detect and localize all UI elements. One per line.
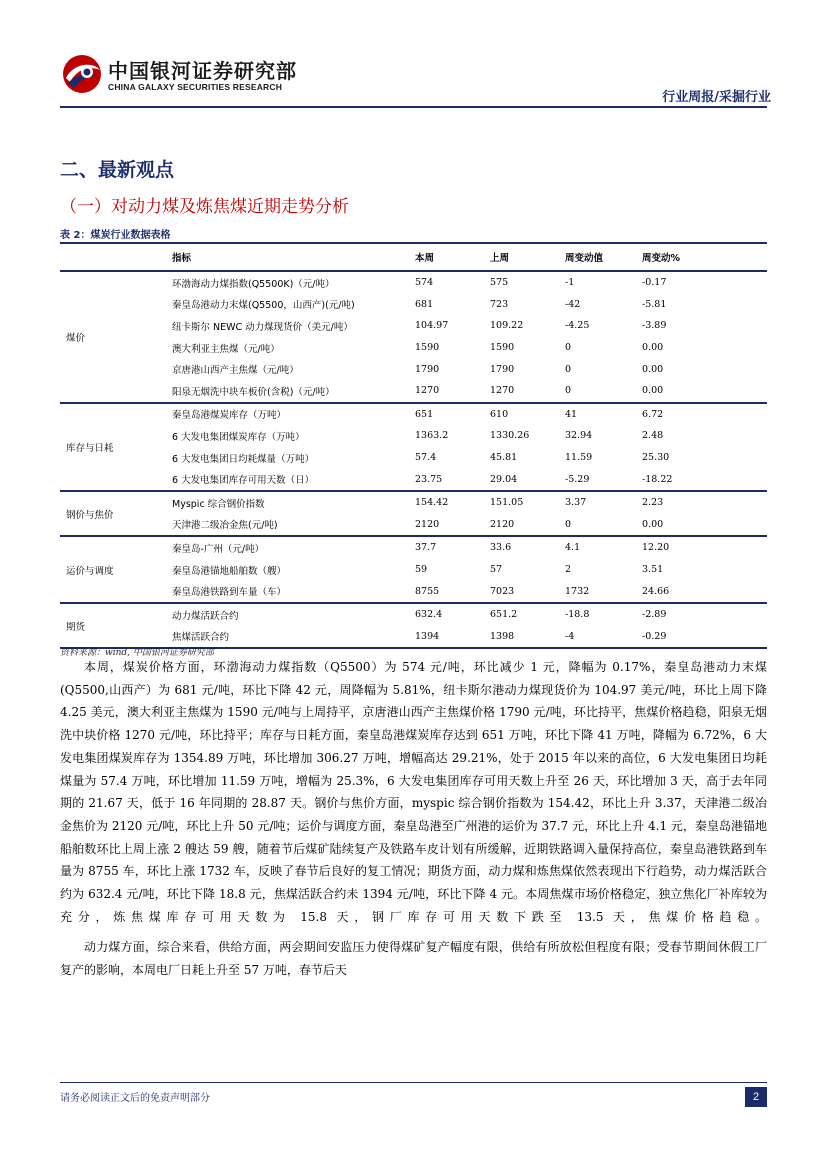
value-cell: 574 bbox=[415, 277, 434, 289]
value-cell: 1732 bbox=[565, 580, 642, 603]
value-cell: -5.81 bbox=[642, 298, 667, 310]
value-cell: 25.30 bbox=[642, 452, 670, 464]
value-cell: -42 bbox=[565, 298, 581, 310]
value-cell: 2.48 bbox=[642, 430, 664, 442]
value-cell: 651.2 bbox=[490, 609, 518, 621]
value-cell: 3.37 bbox=[565, 497, 587, 509]
value-cell: 57 bbox=[490, 564, 503, 576]
table-row bbox=[60, 491, 767, 514]
value-cell: 7023 bbox=[490, 580, 565, 603]
disclaimer-note: 请务必阅读正文后的免责声明部分 bbox=[60, 1093, 210, 1104]
table-row bbox=[60, 536, 767, 559]
table-row bbox=[60, 403, 767, 426]
value-cell: 0.00 bbox=[642, 342, 664, 354]
value-cell: 1590 bbox=[415, 342, 440, 354]
value-cell: 57.4 bbox=[415, 452, 437, 464]
header-category bbox=[60, 243, 172, 271]
page-number: 2 bbox=[745, 1087, 767, 1107]
value-cell: 651 bbox=[415, 408, 434, 420]
value-cell: -0.17 bbox=[642, 277, 667, 289]
value-cell: 41 bbox=[565, 408, 578, 420]
table-row bbox=[60, 603, 767, 626]
indicator-cell: 秦皇岛港煤炭库存（万吨） bbox=[172, 410, 287, 422]
value-cell: 32.94 bbox=[565, 430, 593, 442]
value-cell: 0.00 bbox=[642, 363, 664, 375]
report-type: 行业周报/采掘行业 bbox=[662, 90, 771, 105]
category-cell: 库存与日耗 bbox=[60, 403, 172, 491]
value-cell: 33.6 bbox=[490, 542, 512, 554]
value-cell: -5.29 bbox=[565, 468, 642, 491]
paragraph-1: 本周，煤炭价格方面，环渤海动力煤指数（Q5500）为 574 元/吨，环比减少 1 元，降幅为 0.17%，秦皇岛港动力末煤(Q5500,山西产）为 681 元/吨，环比下降 42 元，周降幅为 5.81%，纽卡斯尔港动力煤现货价为 104.97 美元/吨，环比上周下降 4.25 美元，澳大利亚主焦煤为 1590 元/吨与上周持平，京唐港山西产主焦煤价格 1790 元/吨，环比持平，焦煤价格趋稳，阳泉无烟洗中块价格 1270 元/吨，环比持平；库存与日耗方面，秦皇岛港煤炭库存达到 651 万吨，环比下降 41 万吨，降幅为 6.72%，6 大发电集团煤炭库存为 1354.89 万吨，环比增加 306.27 万吨，增幅高达 29.21%，处于 2015 年以来的高位，6 大发电集团日均耗煤量为 57.4 万吨，环比增加 11.59 万吨，增幅为 25.3%，6 大发电集团库存可用天数上升至 26 天，环比增加 3 天，高于去年同期的 21.67 天，低于 16 年同期的 28.87 天。钢价与焦价方面，myspic 综合钢价指数为 154.42，环比上升 3.37，天津港二级冶金焦价为 2120 元/吨，环比上升 50 元/吨；运价与调度方面，秦皇岛港至广州港的运价为 37.7 元，环比上升 4.1 元，秦皇岛港锚地船舶数环比上周上涨 2 艘达 59 艘，随着节后煤矿陆续复产及铁路车皮计划有所缓解，近期铁路调入量保持高位，秦皇岛港铁路到车量为 8755 车，环比上涨 1732 车，反映了春节后良好的复工情况；期货方面，动力煤和炼焦煤依然表现出下行趋势，动力煤活跃合约为 632.4 元/吨，环比下降 18.8 元，焦煤活跃合约未 1394 元/吨，环比下降 4 元。本周焦煤市场价格稳定，独立焦化厂补库较为充分，炼焦煤库存可用天数为 15.8 天，钢厂库存可用天数下跌至 13.5 天，焦煤价格趋稳。 bbox=[60, 660, 767, 924]
value-cell: 109.22 bbox=[490, 320, 524, 332]
value-cell: 632.4 bbox=[415, 609, 443, 621]
indicator-cell: 秦皇岛港铁路到车量（车） bbox=[172, 580, 415, 603]
value-cell: -4.25 bbox=[565, 320, 590, 332]
value-cell: -0.29 bbox=[642, 626, 767, 649]
value-cell: 29.04 bbox=[490, 468, 565, 491]
value-cell: 37.7 bbox=[415, 542, 437, 554]
table-header-row bbox=[60, 243, 767, 271]
value-cell: 0.00 bbox=[642, 380, 767, 403]
value-cell: 1270 bbox=[490, 380, 565, 403]
indicator-cell: 环渤海动力煤指数(Q5500K)（元/吨） bbox=[172, 278, 335, 290]
galaxy-logo-icon bbox=[60, 52, 104, 96]
value-cell: 0 bbox=[565, 363, 572, 375]
value-cell: 1790 bbox=[415, 363, 440, 375]
value-cell: 2120 bbox=[490, 514, 565, 537]
value-cell: 2 bbox=[565, 564, 572, 576]
value-cell: 151.05 bbox=[490, 497, 524, 509]
body-text bbox=[60, 656, 767, 982]
value-cell: 2120 bbox=[415, 514, 490, 537]
indicator-cell: 焦煤活跃合约 bbox=[172, 626, 415, 649]
value-cell: 12.20 bbox=[642, 542, 670, 554]
indicator-cell: Myspic 综合钢价指数 bbox=[172, 498, 265, 510]
header-divider bbox=[60, 106, 767, 108]
value-cell: 575 bbox=[490, 277, 509, 289]
brand-name-cn: 中国银河证券研究部 bbox=[108, 59, 297, 83]
category-cell: 期货 bbox=[60, 603, 172, 648]
indicator-cell: 动力煤活跃合约 bbox=[172, 610, 239, 622]
paragraph-2: 动力煤方面，综合来看，供给方面，两会期间安监压力使得煤矿复产幅度有限，供给有所放松但程度有限；受春节期间休假工厂复产的影响，本周电厂日耗上升至 57 万吨，春节后天 bbox=[60, 940, 767, 978]
indicator-cell: 秦皇岛港锚地船舶数（艘） bbox=[172, 565, 287, 577]
value-cell: 1330.26 bbox=[490, 430, 530, 442]
value-cell: -3.89 bbox=[642, 320, 667, 332]
header-last-week: 上周 bbox=[490, 243, 565, 271]
value-cell: 154.42 bbox=[415, 497, 449, 509]
value-cell: 1590 bbox=[490, 342, 515, 354]
indicator-cell: 6 大发电集团日均耗煤量（万吨） bbox=[172, 453, 315, 465]
value-cell: 0 bbox=[565, 514, 642, 537]
value-cell: -18.8 bbox=[565, 609, 590, 621]
indicator-cell: 纽卡斯尔 NEWC 动力煤现货价（美元/吨） bbox=[172, 321, 353, 333]
table-caption: 表 2：煤炭行业数据表格 bbox=[60, 230, 171, 241]
value-cell: 0.00 bbox=[642, 514, 767, 537]
value-cell: 1398 bbox=[490, 626, 565, 649]
indicator-cell: 京唐港山西产主焦煤（元/吨） bbox=[172, 365, 299, 377]
category-cell: 运价与调度 bbox=[60, 536, 172, 603]
value-cell: 0 bbox=[565, 342, 572, 354]
value-cell: 0 bbox=[565, 380, 642, 403]
indicator-cell: 澳大利亚主焦煤（元/吨） bbox=[172, 343, 280, 355]
indicator-cell: 阳泉无烟洗中块车板价(含税)（元/吨） bbox=[172, 380, 415, 403]
value-cell: 104.97 bbox=[415, 320, 449, 332]
value-cell: 2.23 bbox=[642, 497, 664, 509]
indicator-cell: 秦皇岛港动力末煤(Q5500，山西产)(元/吨) bbox=[172, 300, 355, 312]
value-cell: 4.1 bbox=[565, 542, 581, 554]
value-cell: 3.51 bbox=[642, 564, 664, 576]
indicator-cell: 6 大发电集团煤炭库存（万吨） bbox=[172, 431, 305, 443]
value-cell: 681 bbox=[415, 298, 434, 310]
indicator-cell: 秦皇岛-广州（元/吨） bbox=[172, 543, 265, 555]
value-cell: -2.89 bbox=[642, 609, 667, 621]
table-source: 资料来源：wind, 中国银河证券研究部 bbox=[60, 648, 214, 658]
value-cell: 24.66 bbox=[642, 580, 767, 603]
value-cell: 6.72 bbox=[642, 408, 664, 420]
header-change-value: 周变动值 bbox=[565, 243, 642, 271]
value-cell: -1 bbox=[565, 277, 575, 289]
value-cell: 23.75 bbox=[415, 468, 490, 491]
section-title: 二、最新观点 bbox=[60, 159, 175, 181]
indicator-cell: 6 大发电集团库存可用天数（日） bbox=[172, 468, 415, 491]
category-cell: 钢价与焦价 bbox=[60, 491, 172, 536]
header-change-pct: 周变动% bbox=[642, 243, 767, 271]
value-cell: 59 bbox=[415, 564, 428, 576]
sub-title: （一）对动力煤及炼焦煤近期走势分析 bbox=[60, 197, 349, 217]
value-cell: 723 bbox=[490, 298, 509, 310]
category-cell: 煤价 bbox=[60, 271, 172, 403]
brand-name-en: CHINA GALAXY SECURITIES RESEARCH bbox=[108, 82, 283, 92]
value-cell: 610 bbox=[490, 408, 509, 420]
value-cell: 8755 bbox=[415, 580, 490, 603]
header-indicator: 指标 bbox=[172, 243, 415, 271]
value-cell: 45.81 bbox=[490, 452, 518, 464]
header-this-week: 本周 bbox=[415, 243, 490, 271]
value-cell: -18.22 bbox=[642, 468, 767, 491]
indicator-cell: 天津港二级冶金焦(元/吨) bbox=[172, 514, 415, 537]
page-header bbox=[0, 0, 827, 110]
value-cell: 1363.2 bbox=[415, 430, 449, 442]
value-cell: 1394 bbox=[415, 626, 490, 649]
value-cell: 1790 bbox=[490, 363, 515, 375]
value-cell: 1270 bbox=[415, 380, 490, 403]
table-row bbox=[60, 271, 767, 294]
value-cell: -4 bbox=[565, 626, 642, 649]
coal-data-table bbox=[60, 242, 767, 649]
footer-divider bbox=[60, 1082, 767, 1083]
value-cell: 11.59 bbox=[565, 452, 593, 464]
